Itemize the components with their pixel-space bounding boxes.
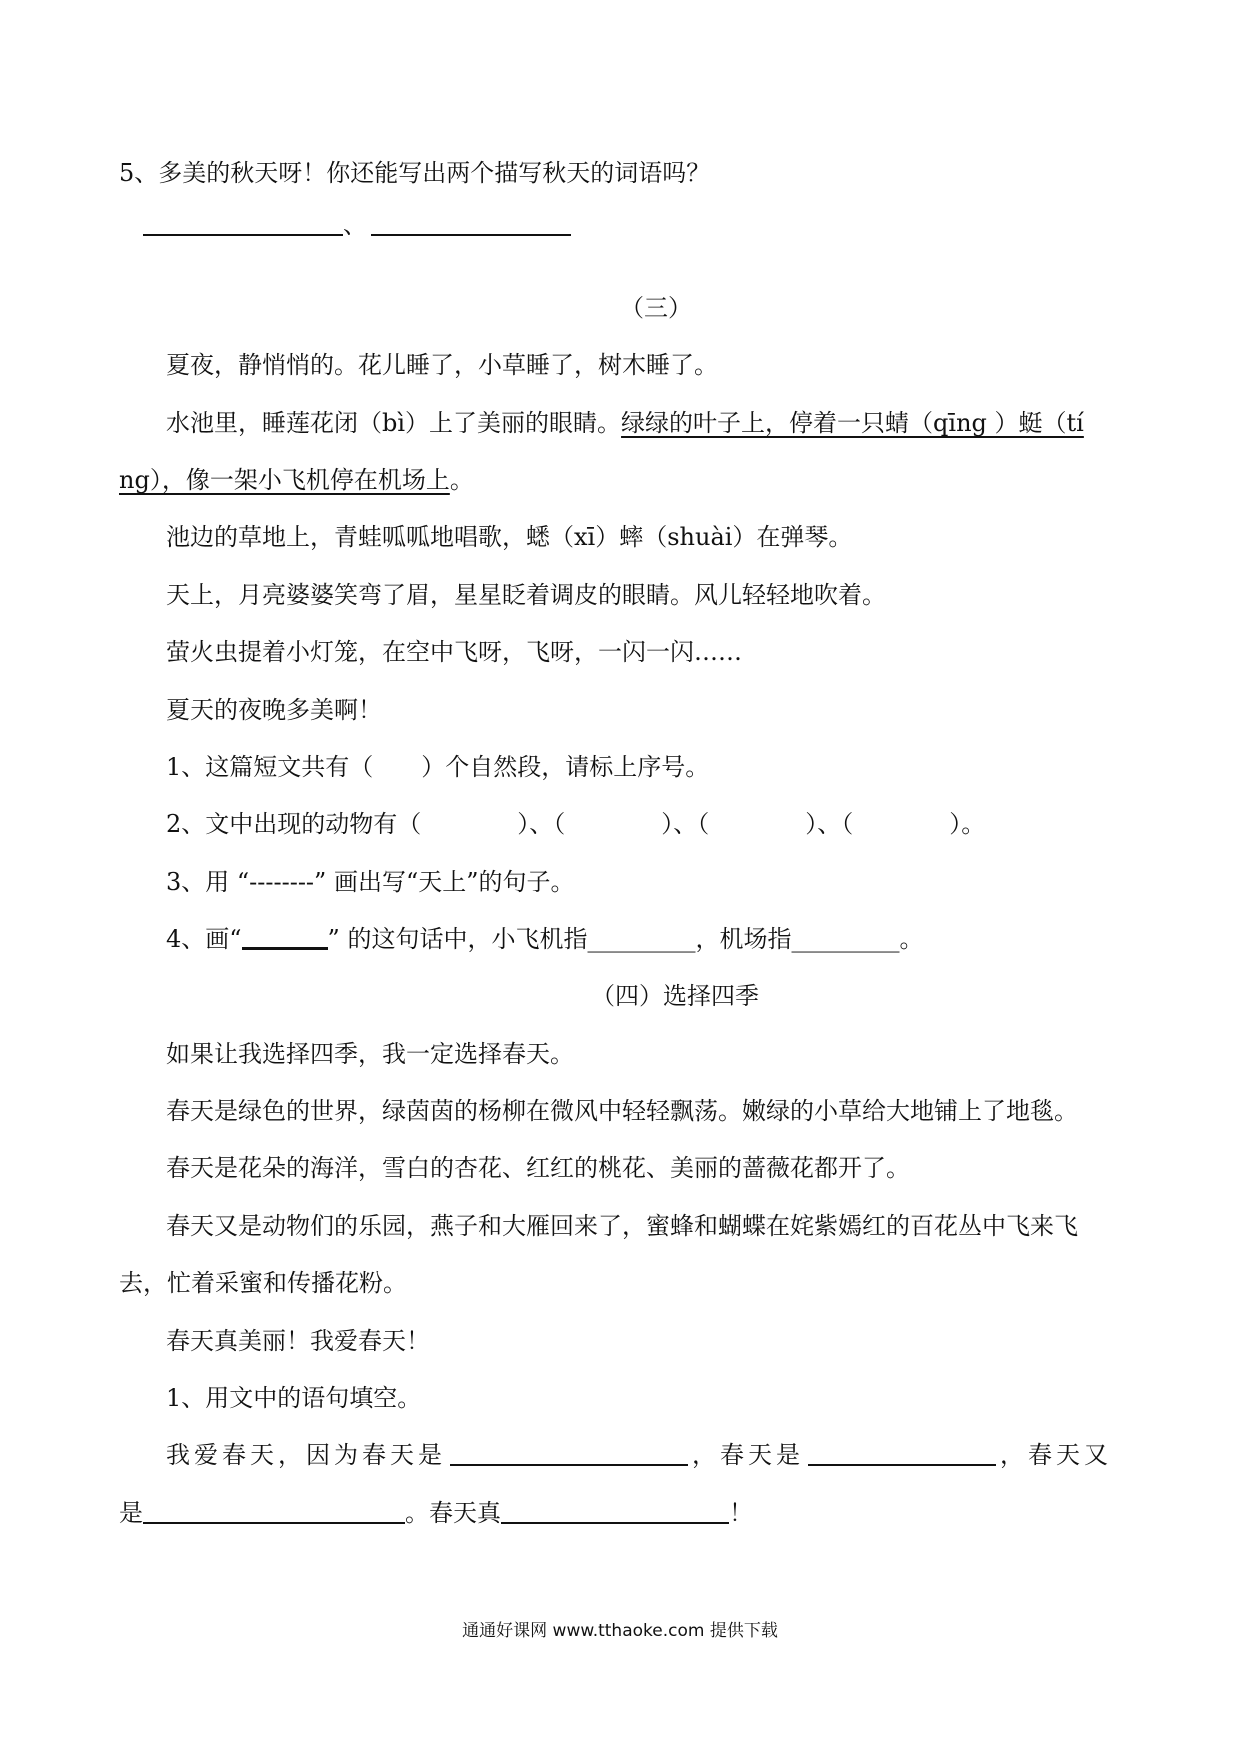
paragraph-6: 夏天的夜晚多美啊！ bbox=[166, 696, 382, 724]
answer-blank[interactable] bbox=[143, 1498, 405, 1524]
section-4-heading bbox=[0, 980, 1240, 1012]
fill-text-6: ！ bbox=[729, 1499, 753, 1527]
answer-blank[interactable] bbox=[143, 210, 343, 236]
fill-text-3: ，春天又 bbox=[1000, 1441, 1112, 1469]
fill-text-4: 是 bbox=[119, 1499, 143, 1527]
answer-blank[interactable] bbox=[371, 210, 571, 236]
question-3: 3、用 “--------” 画出写“天上”的句子。 bbox=[166, 868, 575, 896]
s4-paragraph-4-line-2: 去，忙着采蜜和传播花粉。 bbox=[119, 1269, 407, 1297]
fill-text-5: 。春天真 bbox=[405, 1499, 501, 1527]
paragraph-2-line-1 bbox=[166, 407, 1084, 439]
fill-in-line-2 bbox=[119, 1497, 753, 1529]
underline-sample bbox=[242, 923, 328, 950]
s4-paragraph-5: 春天真美丽！我爱春天！ bbox=[166, 1327, 430, 1355]
separator: 、 bbox=[343, 211, 367, 239]
question-4-prefix: 4、画“ bbox=[166, 925, 242, 953]
s4-question-1: 1、用文中的语句填空。 bbox=[166, 1384, 422, 1412]
paragraph-2-line-2 bbox=[119, 464, 474, 496]
section-3-heading: （三） bbox=[620, 294, 692, 322]
answer-blank[interactable] bbox=[808, 1440, 996, 1466]
question-2: 2、文中出现的动物有（ ）、（ ）、（ ）、（ ）。 bbox=[166, 810, 986, 838]
question-4-rest: ” 的这句话中，小飞机指_________，机场指_________。 bbox=[327, 925, 924, 953]
paragraph-4: 天上，月亮婆婆笑弯了眉，星星眨着调皮的眼睛。风儿轻轻地吹着。 bbox=[166, 581, 886, 609]
question-5: 5、多美的秋天呀！你还能写出两个描写秋天的词语吗？ bbox=[119, 159, 711, 187]
s4-paragraph-1: 如果让我选择四季，我一定选择春天。 bbox=[166, 1040, 574, 1068]
s4-paragraph-2: 春天是绿色的世界，绿茵茵的杨柳在微风中轻轻飘荡。嫩绿的小草给大地铺上了地毯。 bbox=[166, 1097, 1078, 1125]
answer-blank[interactable] bbox=[501, 1498, 729, 1524]
question-5-answer-blanks bbox=[143, 209, 571, 241]
question-1: 1、这篇短文共有（ ）个自然段，请标上序号。 bbox=[166, 753, 710, 781]
paragraph-3: 池边的草地上，青蛙呱呱地唱歌，蟋（xī）蟀（shuài）在弹琴。 bbox=[166, 523, 853, 551]
paragraph-1: 夏夜，静悄悄的。花儿睡了，小草睡了，树木睡了。 bbox=[166, 351, 718, 379]
s4-paragraph-3: 春天是花朵的海洋，雪白的杏花、红红的桃花、美丽的蔷薇花都开了。 bbox=[166, 1154, 910, 1182]
answer-blank[interactable] bbox=[450, 1440, 688, 1466]
section-4-heading-text: （四）选择四季 bbox=[591, 982, 759, 1010]
fill-text-2: ，春天是 bbox=[692, 1441, 804, 1469]
fill-text-1: 我爱春天，因为春天是 bbox=[166, 1441, 446, 1469]
fill-in-line-1 bbox=[166, 1439, 1112, 1471]
s4-paragraph-4-line-1: 春天又是动物们的乐园，燕子和大雁回来了，蜜蜂和蝴蝶在姹紫嫣红的百花丛中飞来飞 bbox=[166, 1212, 1078, 1240]
underlined-sentence-part-2: ng），像一架小飞机停在机场上 bbox=[119, 466, 450, 494]
footer-credit: 通通好课网 www.tthaoke.com 提供下载 bbox=[462, 1621, 778, 1641]
paragraph-2-end: 。 bbox=[449, 466, 474, 494]
paragraph-2-plain: 水池里，睡莲花闭（bì）上了美丽的眼睛。 bbox=[166, 409, 622, 437]
underlined-sentence-part-1: 绿绿的叶子上，停着一只蜻（qīng ）蜓（tí bbox=[621, 409, 1084, 437]
question-4 bbox=[166, 923, 923, 955]
paragraph-5: 萤火虫提着小灯笼，在空中飞呀，飞呀，一闪一闪…… bbox=[166, 638, 742, 666]
